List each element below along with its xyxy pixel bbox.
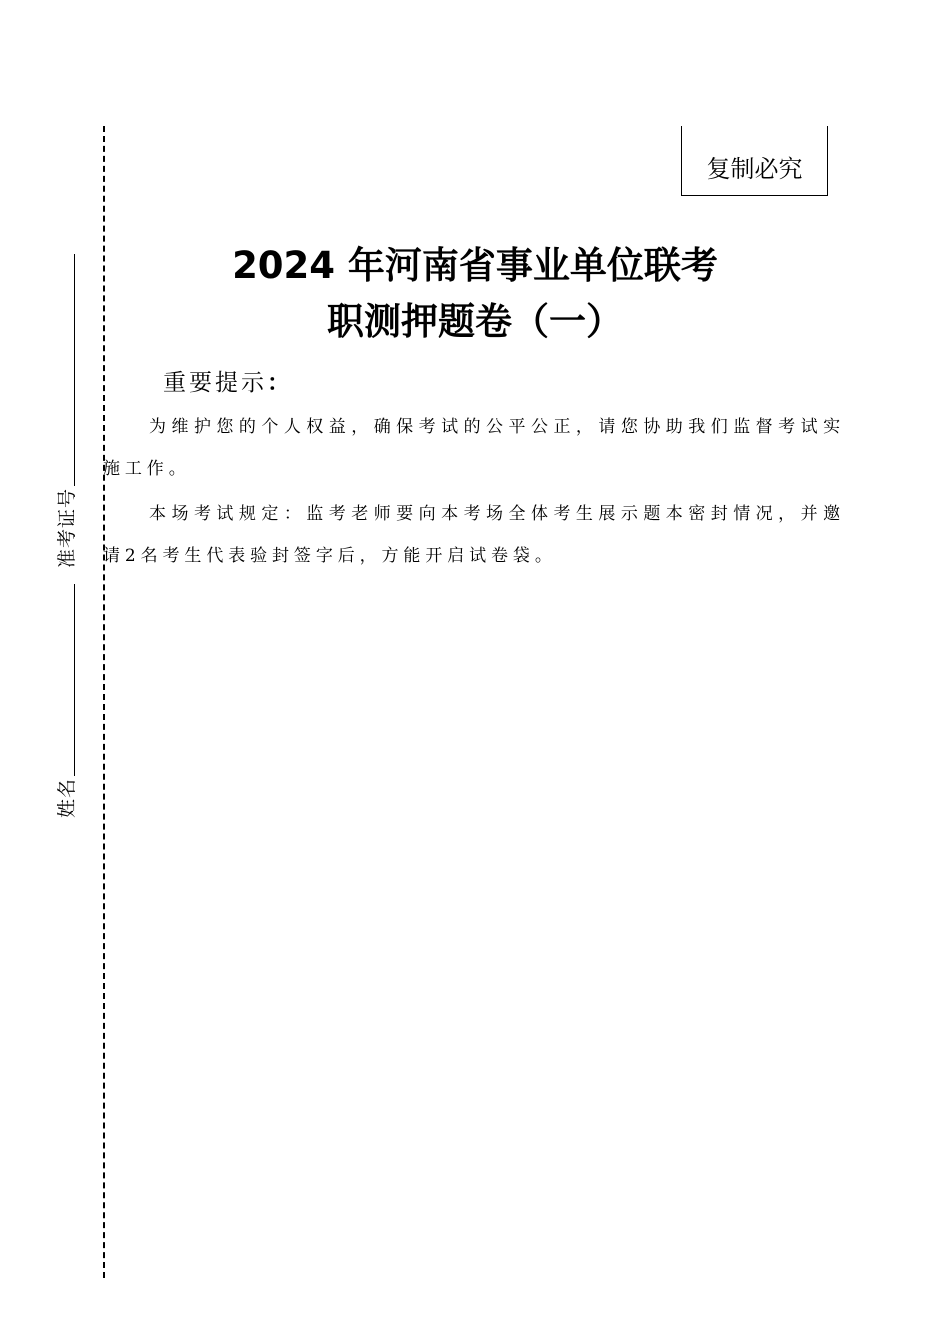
name-label: 姓名 [56,777,78,818]
notice-heading-colon: ： [267,370,293,396]
notice-heading-text: 重要提示 [163,370,267,396]
exam-id-blank-line [56,254,75,486]
notice-heading [163,364,293,397]
name-field [52,584,79,818]
name-blank-line [56,584,75,776]
exam-id-label: 准考证号 [56,487,78,568]
page-title-line-2: 职测押题卷（一） [327,300,623,343]
binding-dashed-line [103,126,105,1278]
notice-paragraph: 为维护您的个人权益，确保考试的公平公正，请您协助我们监督考试实施工作。 [103,417,845,479]
page-title-line-1: 2024 年河南省事业单位联考 [232,244,718,287]
copyright-stamp-text: 复制必究 [706,155,803,183]
copyright-stamp-box [681,126,828,196]
notice-paragraph: 本场考试规定：监考老师要向本考场全体考生展示题本密封情况，并邀请2名考生代表验封签字后，方能开启试卷袋。 [103,504,845,566]
exam-id-field [52,254,79,568]
